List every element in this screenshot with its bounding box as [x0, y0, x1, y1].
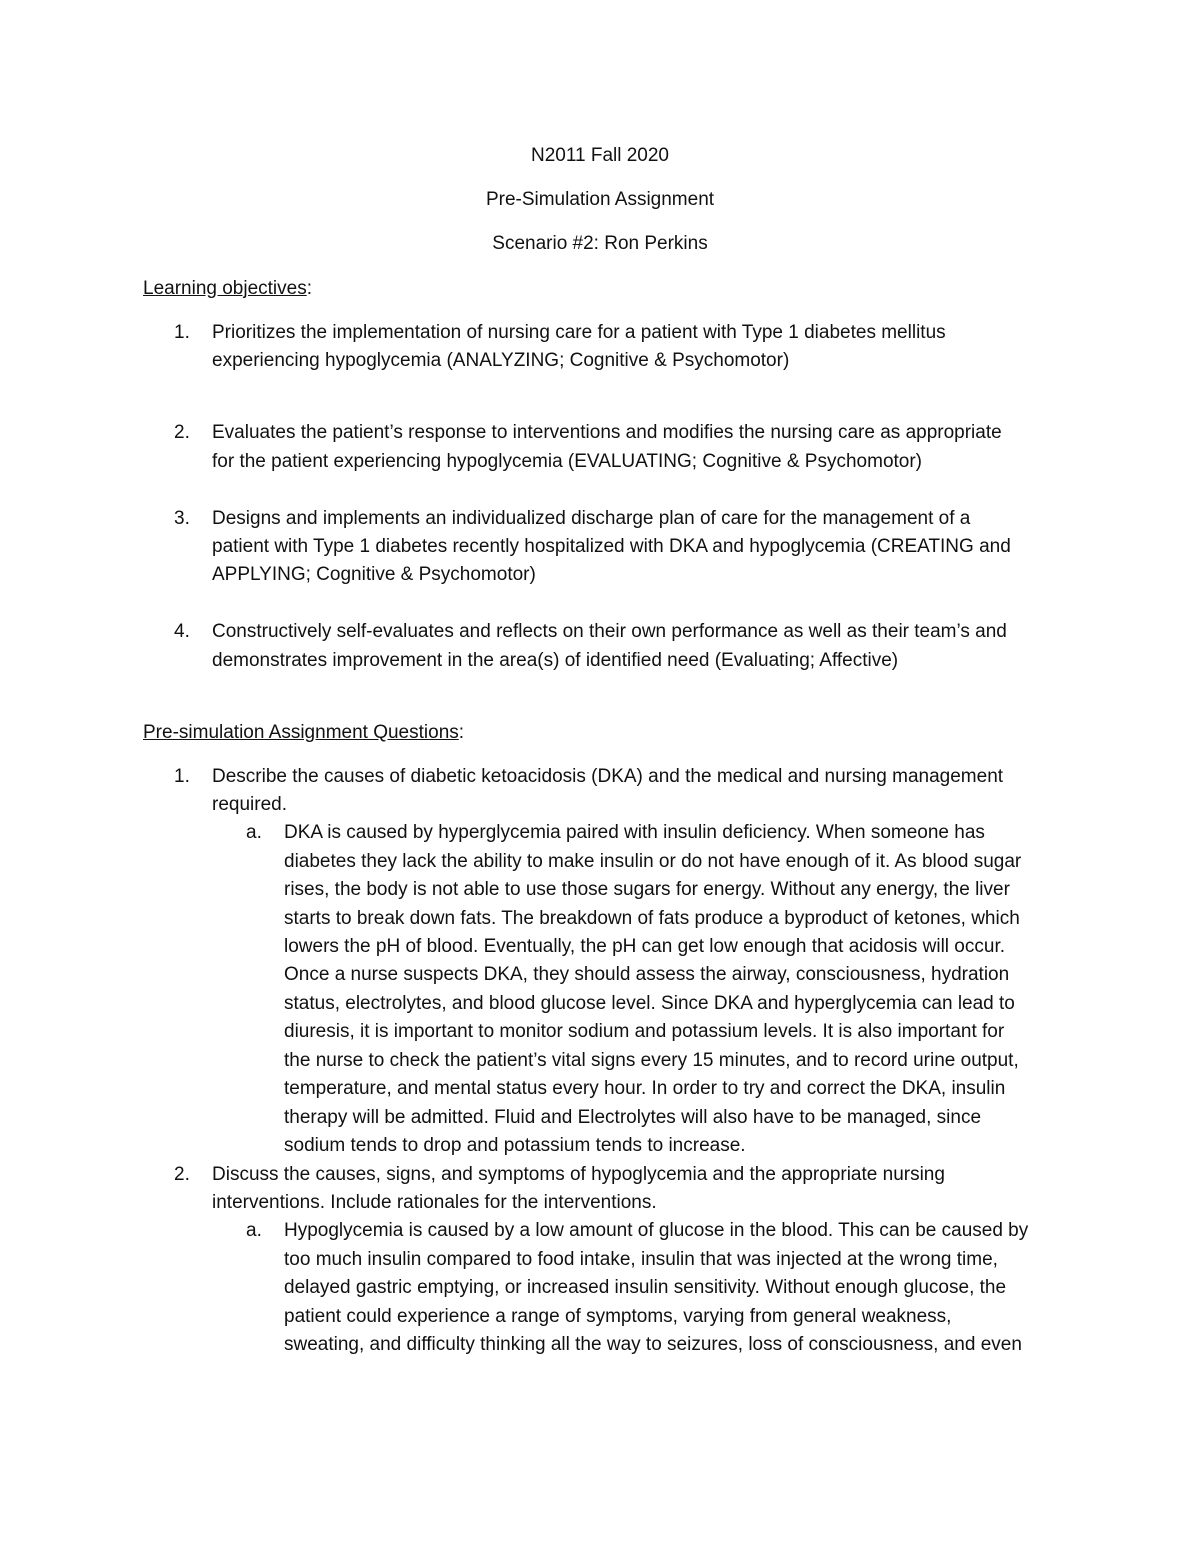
answer-2a-line-2: too much insulin compared to food intake, insulin that was injected at the wrong time, [284, 1249, 998, 1270]
answer-2a-line-4: patient could experience a range of symptoms, varying from general weakness, [284, 1306, 952, 1327]
answer-1a-line-1: DKA is caused by hyperglycemia paired with insulin deficiency. When someone has [284, 822, 985, 843]
objective-3-line-3: APPLYING; Cognitive & Psychomotor) [212, 564, 536, 585]
objective-4-line-2: demonstrates improvement in the area(s) of identified need (Evaluating; Affective) [212, 650, 899, 671]
answer-2a-line-3: delayed gastric emptying, or increased insulin sensitivity. Without enough glucose, the [284, 1277, 1007, 1298]
objective-4-line-1: Constructively self-evaluates and reflects on their own performance as well as their team’s and [212, 621, 1007, 642]
answer-1a-line-6: Once a nurse suspects DKA, they should assess the airway, consciousness, hydration [284, 964, 1010, 985]
course-title: N2011 Fall 2020 [530, 145, 670, 166]
questions-heading-text: Pre-simulation Assignment Questions [143, 722, 459, 743]
answer-1a-line-10: temperature, and mental status every hour. In order to try and correct the DKA, insulin [284, 1078, 1006, 1099]
learning-objectives-heading-colon: : [306, 278, 312, 299]
answer-2a-line-5: sweating, and difficulty thinking all the way to seizures, loss of consciousness, and even [284, 1334, 1022, 1355]
objective-1-marker: 1. [174, 322, 190, 343]
answer-1a-marker: a. [246, 822, 262, 843]
objective-2-line-1: Evaluates the patient’s response to interventions and modifies the nursing care as appropriate [212, 422, 1002, 443]
question-1-line-1: Describe the causes of diabetic ketoacidosis (DKA) and the medical and nursing management [212, 766, 1004, 787]
question-2-line-2: interventions. Include rationales for the interventions. [212, 1192, 657, 1213]
answer-1a-line-4: starts to break down fats. The breakdown of fats produce a byproduct of ketones, which [284, 908, 1020, 929]
question-1-line-2: required. [212, 794, 287, 815]
question-2-line-1: Discuss the causes, signs, and symptoms of hypoglycemia and the appropriate nursing [212, 1164, 945, 1185]
objective-3-marker: 3. [174, 508, 190, 529]
question-1-marker: 1. [174, 766, 190, 787]
learning-objectives-heading-text: Learning objectives [143, 278, 307, 299]
answer-1a-line-3: rises, the body is not able to use those sugars for energy. Without any energy, the liver [284, 879, 1010, 900]
objective-3-line-1: Designs and implements an individualized discharge plan of care for the management of a [212, 508, 971, 529]
objective-2-marker: 2. [174, 422, 190, 443]
objective-4-marker: 4. [174, 621, 190, 642]
answer-1a-line-12: sodium tends to drop and potassium tends to increase. [284, 1135, 746, 1156]
objective-1-line-1: Prioritizes the implementation of nursing care for a patient with Type 1 diabetes mellitus [212, 322, 946, 343]
objective-3-line-2: patient with Type 1 diabetes recently hospitalized with DKA and hypoglycemia (CREATING and [212, 536, 1011, 557]
questions-heading-colon: : [458, 722, 465, 743]
answer-1a-line-5: lowers the pH of blood. Eventually, the pH can get low enough that acidosis will occur. [284, 936, 1005, 957]
answer-1a-line-9: the nurse to check the patient’s vital signs every 15 minutes, and to record urine output, [284, 1050, 1019, 1071]
assignment-title: Pre-Simulation Assignment [485, 189, 715, 210]
answer-1a-line-8: diuresis, it is important to monitor sodium and potassium levels. It is also important for [284, 1021, 1005, 1042]
questions-heading [143, 719, 464, 747]
answer-1a-line-11: therapy will be admitted. Fluid and Electrolytes will also have to be managed, since [284, 1107, 982, 1128]
answer-2a-marker: a. [246, 1220, 262, 1241]
objective-1-line-2: experiencing hypoglycemia (ANALYZING; Cognitive & Psychomotor) [212, 350, 790, 371]
objective-2-line-2: for the patient experiencing hypoglycemia (EVALUATING; Cognitive & Psychomotor) [212, 451, 923, 472]
learning-objectives-heading [143, 275, 312, 303]
scenario-title: Scenario #2: Ron Perkins [492, 233, 708, 254]
answer-2a-line-1: Hypoglycemia is caused by a low amount of glucose in the blood. This can be caused by [284, 1220, 1029, 1241]
question-2-marker: 2. [174, 1164, 190, 1185]
answer-1a-line-2: diabetes they lack the ability to make insulin or do not have enough of it. As blood sugar [284, 851, 1022, 872]
answer-1a-line-7: status, electrolytes, and blood glucose level. Since DKA and hyperglycemia can lead to [284, 993, 1015, 1014]
